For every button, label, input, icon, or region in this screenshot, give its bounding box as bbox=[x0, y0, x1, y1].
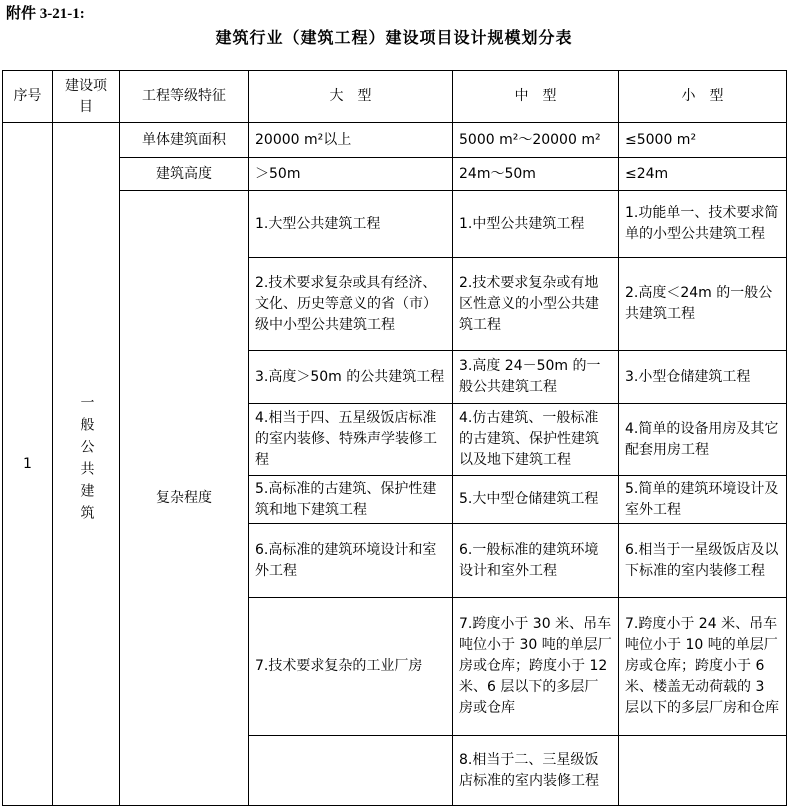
height-small-cell: ≤24m bbox=[619, 158, 787, 191]
header-grade-feature: 工程等级特征 bbox=[120, 71, 249, 123]
area-small-cell: ≤5000 m² bbox=[619, 123, 787, 158]
header-serial: 序号 bbox=[3, 71, 53, 123]
complexity-2-medium: 2.技术要求复杂或有地区性意义的小型公共建筑工程 bbox=[453, 258, 619, 351]
complexity-2-large: 2.技术要求复杂或具有经济、文化、历史等意义的省（市）级中小型公共建筑工程 bbox=[249, 258, 453, 351]
complexity-8-small bbox=[619, 736, 787, 806]
table-row-height bbox=[3, 158, 787, 191]
complexity-1-small: 1.功能单一、技术要求简单的小型公共建筑工程 bbox=[619, 191, 787, 258]
complexity-6-medium: 6.一般标准的建筑环境设计和室外工程 bbox=[453, 524, 619, 598]
header-small: 小 型 bbox=[619, 71, 787, 123]
complexity-4-small: 4.简单的设备用房及其它配套用房工程 bbox=[619, 404, 787, 476]
complexity-2-small: 2.高度＜24m 的一般公共建筑工程 bbox=[619, 258, 787, 351]
complexity-7-medium: 7.跨度小于 30 米、吊车吨位小于 30 吨的单层厂房或仓库；跨度小于 12 米、6 层以下的多层厂房或仓库 bbox=[453, 598, 619, 736]
complexity-4-medium: 4.仿古建筑、一般标准的古建筑、保护性建筑以及地下建筑工程 bbox=[453, 404, 619, 476]
complexity-6-large: 6.高标准的建筑环境设计和室外工程 bbox=[249, 524, 453, 598]
project-name-vertical-text: 一般公共建筑 bbox=[78, 394, 95, 527]
complexity-5-large: 5.高标准的古建筑、保护性建筑和地下建筑工程 bbox=[249, 476, 453, 524]
complexity-5-small: 5.简单的建筑环境设计及室外工程 bbox=[619, 476, 787, 524]
header-medium: 中 型 bbox=[453, 71, 619, 123]
height-large-cell: ＞50m bbox=[249, 158, 453, 191]
document-title: 建筑行业（建筑工程）建设项目设计规模划分表 bbox=[215, 30, 573, 47]
complexity-4-large: 4.相当于四、五星级饭店标准的室内装修、特殊声学装修工程 bbox=[249, 404, 453, 476]
complexity-7-small: 7.跨度小于 24 米、吊车吨位小于 10 吨的单层厂房或仓库；跨度小于 6 米、楼盖无动荷载的 3 层以下的多层厂房和仓库 bbox=[619, 598, 787, 736]
height-medium-cell: 24m～50m bbox=[453, 158, 619, 191]
complexity-7-large: 7.技术要求复杂的工业厂房 bbox=[249, 598, 453, 736]
area-medium-cell: 5000 m²～20000 m² bbox=[453, 123, 619, 158]
classification-table bbox=[2, 70, 787, 806]
table-header-row bbox=[3, 71, 787, 123]
complexity-6-small: 6.相当于一星级饭店及以下标准的室内装修工程 bbox=[619, 524, 787, 598]
complexity-5-medium: 5.大中型仓储建筑工程 bbox=[453, 476, 619, 524]
complexity-8-large bbox=[249, 736, 453, 806]
area-row-label: 单体建筑面积 bbox=[120, 123, 249, 158]
attachment-label: 附件 3-21-1: bbox=[6, 6, 85, 22]
table-row-complexity-1 bbox=[3, 191, 787, 258]
serial-number-cell: 1 bbox=[3, 123, 53, 806]
complexity-8-medium: 8.相当于二、三星级饭店标准的室内装修工程 bbox=[453, 736, 619, 806]
height-row-label: 建筑高度 bbox=[120, 158, 249, 191]
header-project: 建设项目 bbox=[53, 71, 120, 123]
complexity-label-cell: 复杂程度 bbox=[120, 191, 249, 806]
complexity-1-medium: 1.中型公共建筑工程 bbox=[453, 191, 619, 258]
project-name-cell bbox=[53, 123, 120, 806]
complexity-3-small: 3.小型仓储建筑工程 bbox=[619, 351, 787, 404]
complexity-3-large: 3.高度＞50m 的公共建筑工程 bbox=[249, 351, 453, 404]
header-large: 大 型 bbox=[249, 71, 453, 123]
area-large-cell: 20000 m²以上 bbox=[249, 123, 453, 158]
complexity-1-large: 1.大型公共建筑工程 bbox=[249, 191, 453, 258]
table-row-area bbox=[3, 123, 787, 158]
complexity-3-medium: 3.高度 24－50m 的一般公共建筑工程 bbox=[453, 351, 619, 404]
